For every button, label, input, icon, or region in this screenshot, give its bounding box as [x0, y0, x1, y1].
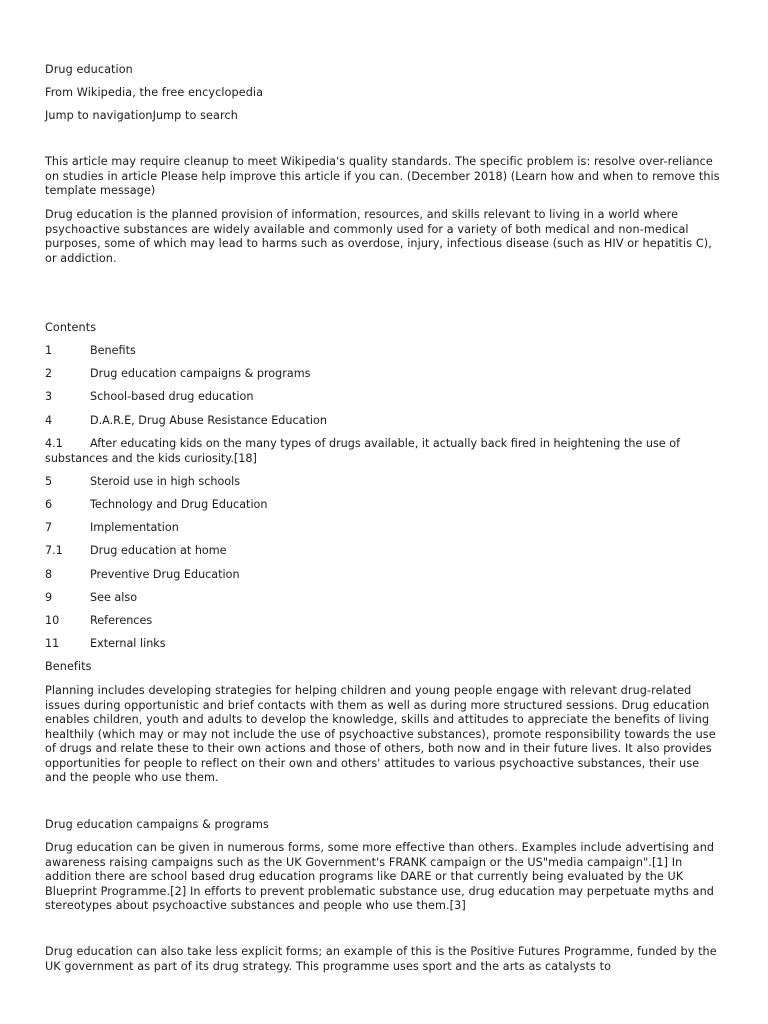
- toc-number: 4.1: [45, 437, 63, 450]
- toc-item[interactable]: [45, 367, 723, 382]
- toc-number: 6: [45, 498, 53, 511]
- toc-label: D.A.R.E, Drug Abuse Resistance Education: [90, 414, 327, 427]
- toc-item[interactable]: [45, 437, 723, 466]
- toc-number: 4: [45, 414, 53, 427]
- page-subtitle: From Wikipedia, the free encyclopedia: [45, 86, 264, 99]
- toc-label: Benefits: [90, 344, 136, 357]
- toc-number: 5: [45, 475, 53, 488]
- toc-label: Preventive Drug Education: [90, 568, 240, 581]
- toc-item[interactable]: [45, 414, 723, 429]
- toc-number: 7.1: [45, 544, 63, 557]
- toc-number: 7: [45, 521, 53, 534]
- toc-number: 2: [45, 367, 53, 380]
- toc-item[interactable]: [45, 637, 723, 652]
- toc-label: Implementation: [90, 521, 179, 534]
- benefits-paragraph: Planning includes developing strategies for helping children and young people engage with relevant drug-related issues during opportunistic and brief contacts with them as well as during more structured sessions. Drug education enables children, youth and adults to develop the knowledge, skills and attitudes to appreciate the benefits of living healthily (which may or may not include the use of psychoactive substances), promote responsibility towards the use of drugs and relate these to their own actions and those of others, both now and in their future lives. It also provides opportunities for people to reflect on their own and others' attitudes to various psychoactive substances, their use and the people who use them.: [45, 684, 716, 784]
- toc-label: School-based drug education: [90, 390, 254, 403]
- intro-paragraph: Drug education is the planned provision of information, resources, and skills relevant to living in a world where psychoactive substances are widely available and commonly used for a variety of both medical and non-medical purposes, some of which may lead to harms such as overdose, injury, infectious disease (such as HIV or hepatitis C), or addiction.: [45, 208, 712, 265]
- toc-item[interactable]: [45, 344, 723, 359]
- toc-item[interactable]: [45, 544, 723, 559]
- toc-label: References: [90, 614, 153, 627]
- contents-heading: Contents: [45, 321, 97, 334]
- positive-futures-paragraph: Drug education can also take less explicit forms; an example of this is the Positive Futures Programme, funded by the UK government as part of its drug strategy. This programme uses sport and the arts as catalysts to: [45, 945, 717, 973]
- cleanup-notice: This article may require cleanup to meet Wikipedia's quality standards. The specific problem is: resolve over-reliance on studies in article Please help improve this article if you can. (December 2018) (Learn how and when to remove this template message): [45, 155, 720, 197]
- toc-number: 8: [45, 568, 53, 581]
- jump-links[interactable]: Jump to navigationJump to search: [45, 109, 238, 122]
- campaigns-paragraph: Drug education can be given in numerous forms, some more effective than others. Examples include advertising and awareness raising campaigns such as the UK Government's FRANK campaign or the US"media campaign".[1] In addition there are school based drug education programs like DARE or that currently being evaluated by the UK Blueprint Programme.[2] In efforts to prevent problematic substance use, drug education may perpetuate myths and stereotypes about psychoactive substances and people who use them.[3]: [45, 841, 715, 912]
- section-heading-benefits: Benefits: [45, 660, 92, 673]
- toc-item[interactable]: [45, 614, 723, 629]
- toc-number: 10: [45, 614, 60, 627]
- toc-label: External links: [90, 637, 166, 650]
- toc-label: Drug education campaigns & programs: [90, 367, 311, 380]
- section-heading-campaigns: Drug education campaigns & programs: [45, 818, 269, 831]
- toc-number: 11: [45, 637, 60, 650]
- toc-number: 3: [45, 390, 53, 403]
- toc-label: Technology and Drug Education: [90, 498, 268, 511]
- toc-label: See also: [90, 591, 138, 604]
- toc-number: 1: [45, 344, 53, 357]
- toc-number: 9: [45, 591, 53, 604]
- toc-item[interactable]: [45, 475, 723, 490]
- toc-item[interactable]: [45, 498, 723, 513]
- toc-item[interactable]: [45, 591, 723, 606]
- toc-item[interactable]: [45, 568, 723, 583]
- toc-label: Steroid use in high schools: [90, 475, 241, 488]
- page-title: Drug education: [45, 63, 133, 76]
- toc-label: After educating kids on the many types of drugs available, it actually back fired in heightening the use of substances and the kids curiosity.[18]: [45, 437, 681, 465]
- toc-label: Drug education at home: [90, 544, 227, 557]
- toc-item[interactable]: [45, 390, 723, 405]
- toc-item[interactable]: [45, 521, 723, 536]
